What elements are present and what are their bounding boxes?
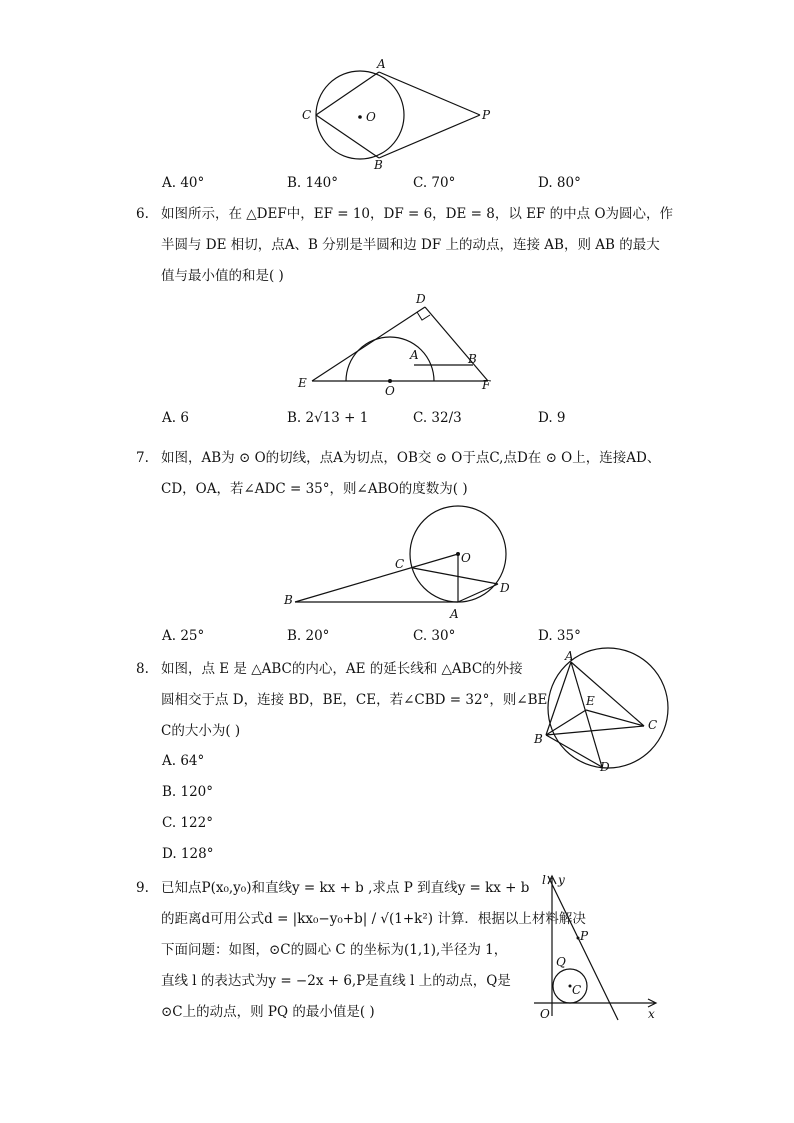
q9-line-1: 已知点P(x₀,y₀)和直线y = kx + b ,求点 P 到直线y = kx + b (161, 880, 530, 896)
q5-figure (290, 55, 510, 175)
q9-line-4: 直线 l 的表达式为y = −2x + 6,P是直线 l 上的动点，Q是 (161, 973, 511, 989)
q6-figure (290, 285, 510, 400)
q7-stem (161, 448, 660, 499)
q8-number: 8. (136, 661, 149, 677)
q9-line-5: ⊙C上的动点，则 PQ 的最小值是( ) (161, 1004, 375, 1020)
q9-line-2: 的距离d可用公式d = |kx₀−y₀+b| / √(1+k²) 计算．根据以上材料解决 (161, 911, 586, 927)
q7-label-O: O (461, 551, 471, 565)
q6-label-A: A (410, 348, 419, 362)
q8-label-A: A (565, 649, 574, 663)
q8-options (162, 753, 213, 862)
q9-label-l: l (542, 873, 546, 887)
q6-label-F: F (482, 378, 491, 392)
q8-line-2: 圆相交于点 D，连接 BD，BE，CE，若∠CBD = 32°，则∠BE (161, 692, 548, 708)
q9-stem (161, 878, 586, 1022)
q5-option-a: A. 40° (162, 175, 205, 191)
q7-option-b: B. 20° (287, 628, 330, 644)
q5-option-c: C. 70° (413, 175, 456, 191)
q9-label-C: C (572, 983, 582, 997)
q5-option-d: D. 80° (538, 175, 581, 191)
q9-label-O: O (540, 1007, 550, 1021)
q7-line-1: 如图，AB为 ⊙ O的切线，点A为切点，OB交 ⊙ O于点C,点D在 ⊙ O上，连接AD、 (161, 450, 661, 466)
q8-option-a: A. 64° (162, 753, 205, 769)
q6-line-3: 值与最小值的和是( ) (161, 268, 284, 284)
q7-label-B: B (284, 593, 293, 607)
q6-line-2: 半圆与 DE 相切，点A、B 分别是半圆和边 DF 上的动点，连接 AB，则 AB 的最大 (161, 237, 660, 253)
q7-line-2: CD，OA，若∠ADC = 35°，则∠ABO的度数为( ) (161, 481, 468, 497)
q7-label-A: A (450, 607, 459, 621)
q9-label-Q: Q (556, 955, 566, 969)
q6-stem (161, 204, 673, 286)
q8-figure (530, 645, 670, 775)
q7-option-a: A. 25° (162, 628, 205, 644)
q8-label-E: E (586, 694, 595, 708)
q9-label-y: y (558, 873, 565, 887)
q6-option-d: D. 9 (538, 410, 566, 426)
q6-line-1: 如图所示，在 △DEF中，EF = 10，DF = 6，DE = 8，以 EF 的中点 O为圆心，作 (161, 206, 674, 222)
q9-line-3: 下面问题：如图，⊙C的圆心 C 的坐标为(1,1),半径为 1， (161, 942, 508, 958)
q5-option-b: B. 140° (287, 175, 339, 191)
q8-stem (161, 659, 547, 741)
q6-option-b: B. 2√13 + 1 (287, 410, 369, 426)
q9-figure (530, 868, 665, 1028)
q5-label-B: B (374, 158, 383, 172)
q6-label-B: B (468, 352, 477, 366)
q7-label-C: C (395, 557, 405, 571)
q8-label-C: C (648, 718, 658, 732)
q7-option-c: C. 30° (413, 628, 456, 644)
q8-option-b: B. 120° (162, 784, 214, 800)
q9-label-x: x (648, 1007, 655, 1021)
q9-number: 9. (136, 880, 149, 896)
q5-label-P: P (482, 108, 491, 122)
q8-label-D: D (600, 760, 610, 774)
q7-figure (275, 500, 525, 625)
q7-label-D: D (500, 581, 510, 595)
q8-option-c: C. 122° (162, 815, 213, 831)
q7-number: 7. (136, 450, 149, 466)
q5-label-O: O (366, 110, 376, 124)
q7-option-d: D. 35° (538, 628, 581, 644)
q6-option-c: C. 32/3 (413, 410, 462, 426)
q8-line-1: 如图，点 E 是 △ABC的内心，AE 的延长线和 △ABC的外接 (161, 661, 523, 677)
q9-label-P: P (580, 929, 589, 943)
q6-label-D: D (416, 292, 426, 306)
q8-line-3: C的大小为( ) (161, 723, 241, 739)
q5-label-C: C (302, 108, 312, 122)
q5-label-A: A (377, 57, 386, 71)
q6-label-O: O (385, 384, 395, 398)
q6-number: 6. (136, 206, 149, 222)
q8-label-B: B (534, 732, 543, 746)
q6-option-a: A. 6 (162, 410, 189, 426)
q6-label-E: E (298, 376, 307, 390)
q8-option-d: D. 128° (162, 846, 214, 862)
